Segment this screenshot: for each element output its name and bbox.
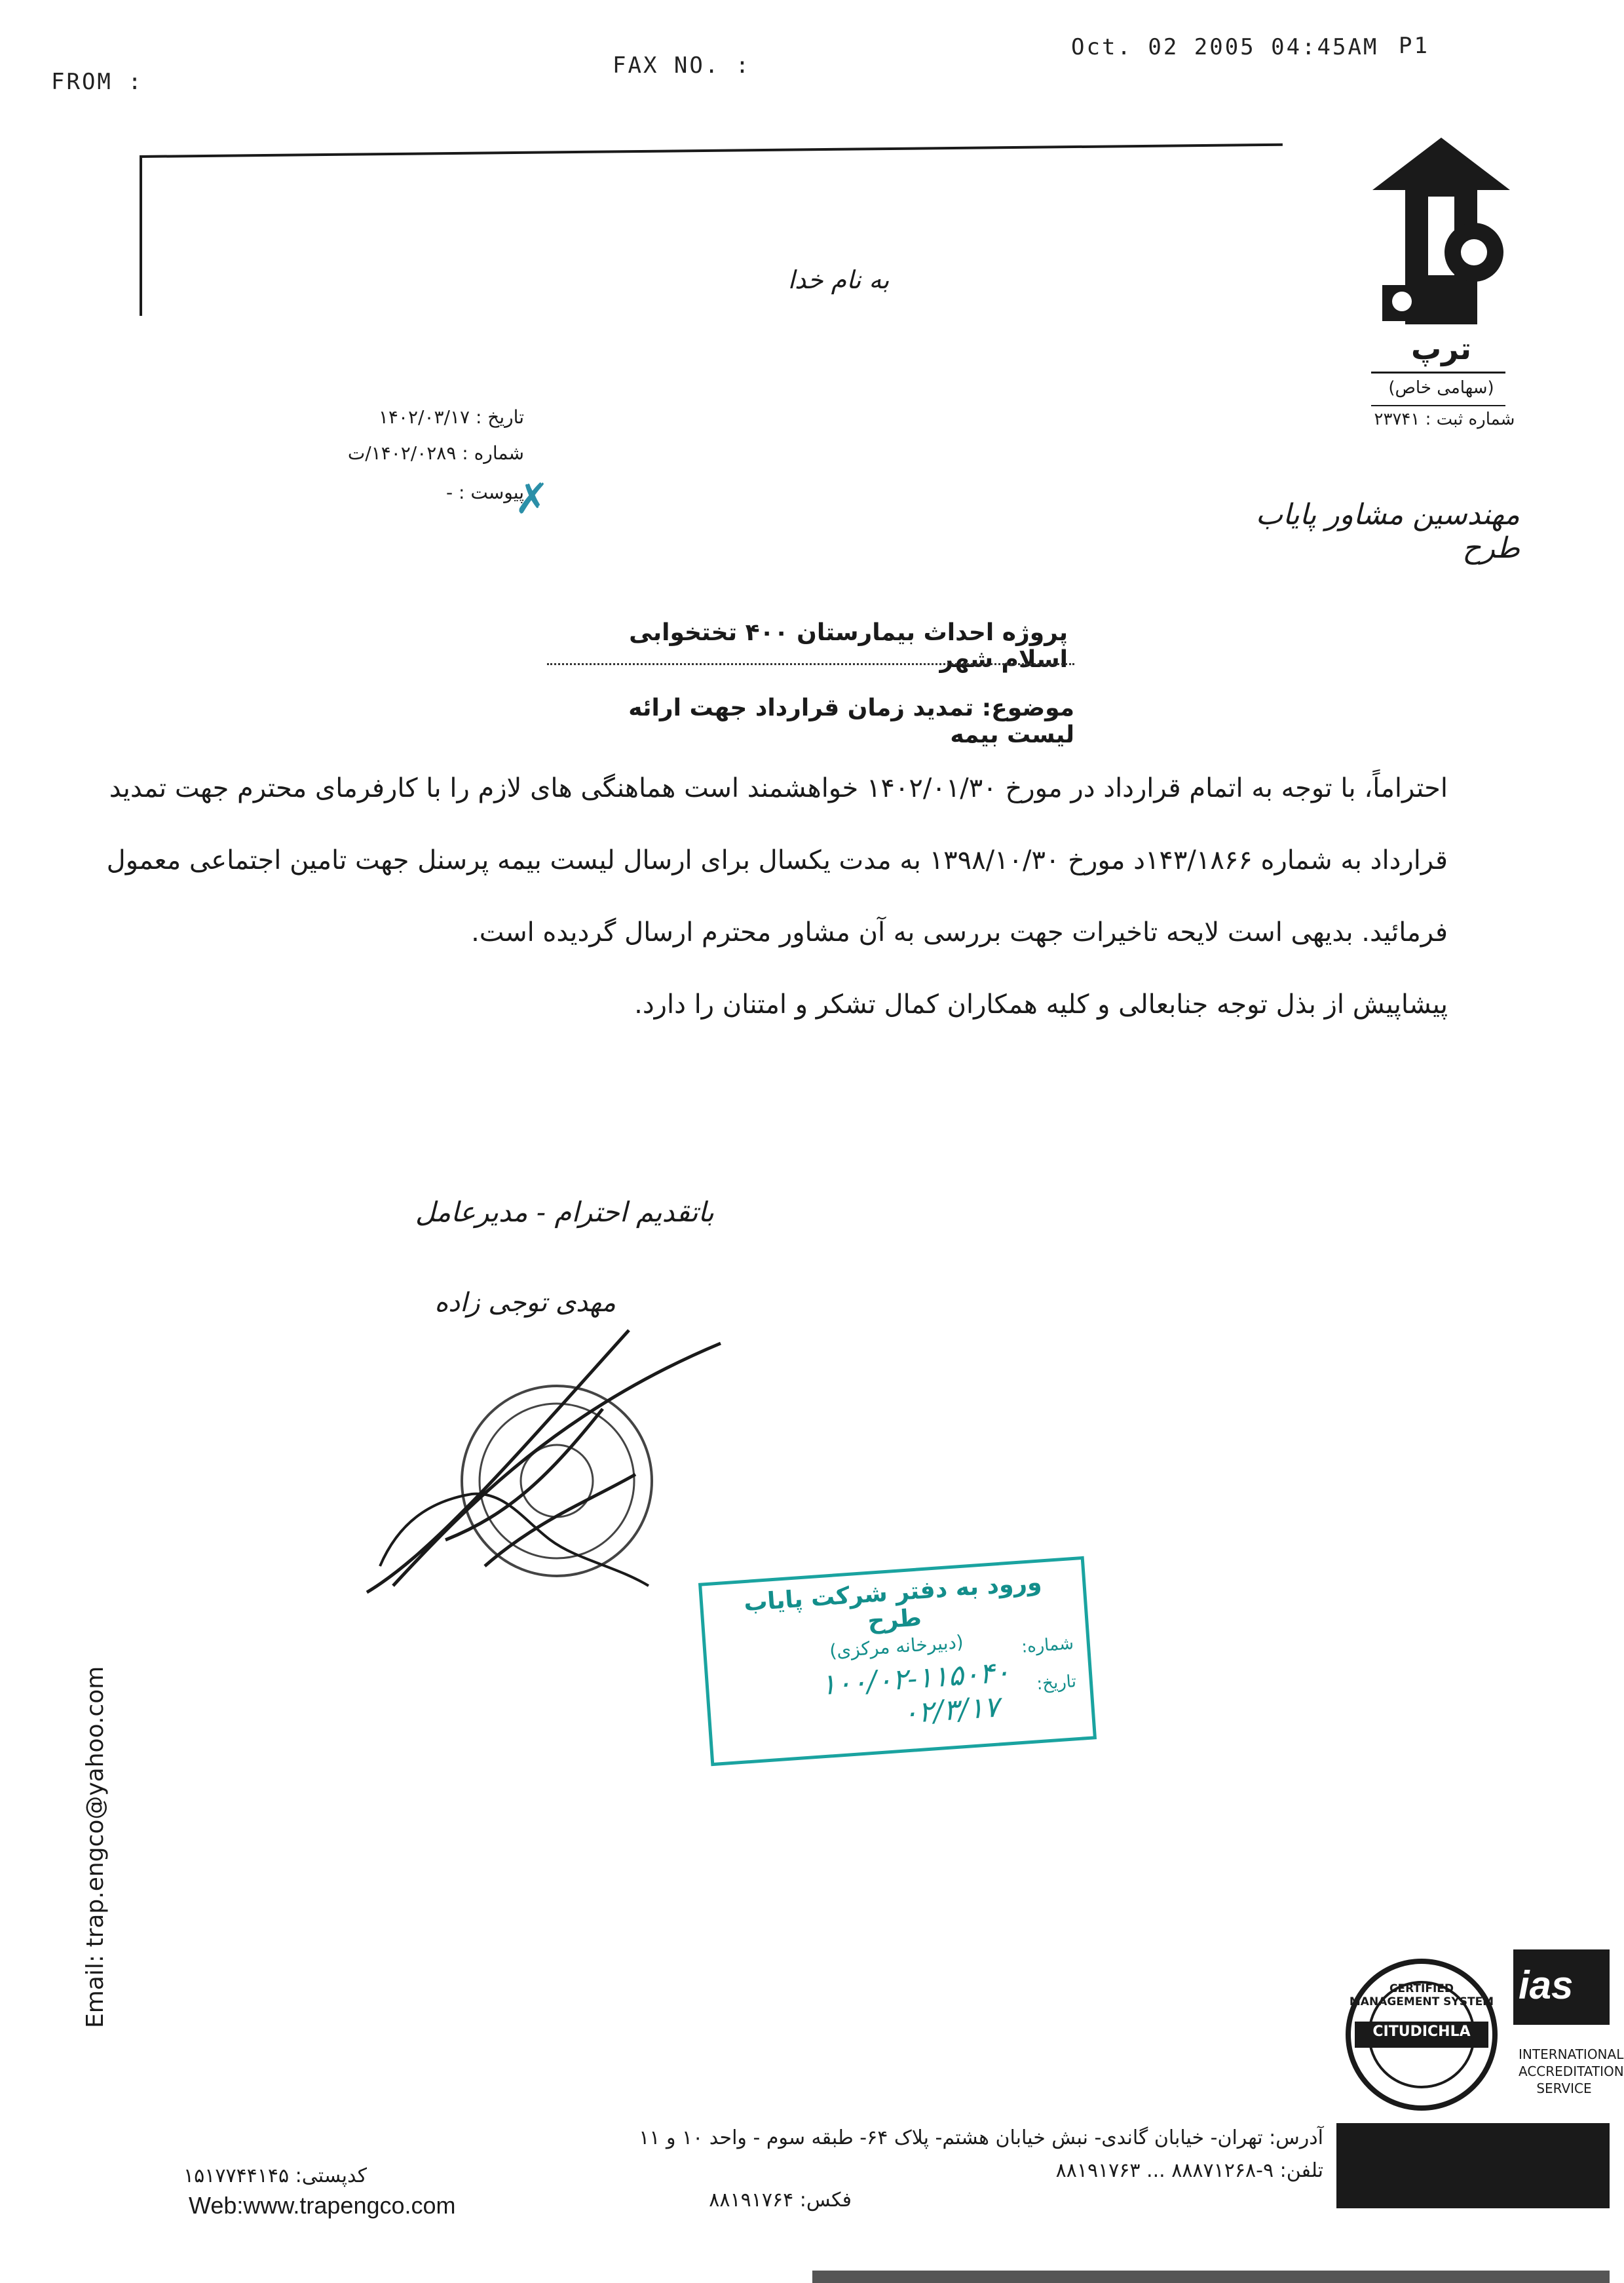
company-logo-icon bbox=[1366, 134, 1517, 331]
stamp-subtitle: (دبیرخانه مرکزی) bbox=[829, 1630, 964, 1662]
signer-name: مهدی توجی زاده bbox=[434, 1288, 616, 1318]
certified-brand: CITUDICHLA bbox=[1372, 2024, 1471, 2040]
footer-phone: تلفن: ۹-۸۸۸۷۱۲۶۸ ... ۸۸۱۹۱۷۶۳ bbox=[1055, 2159, 1323, 2182]
footer-address: آدرس: تهران- خیابان گاندی- نبش خیابان هشتم- پلاک ۶۴- طبقه سوم - واحد ۱۰ و ۱۱ bbox=[639, 2126, 1323, 2149]
stamp-date-value: ۰۲/۳/۱۷ bbox=[901, 1690, 1001, 1731]
registration-number: شماره ثبت : ۲۳۷۴۱ bbox=[1374, 410, 1515, 429]
stamp-number-value: ۱۰۰/۰۲-۱۱۵۰۴۰ bbox=[819, 1655, 1011, 1702]
fax-from-label: FROM : bbox=[51, 69, 143, 95]
letter-number: شماره : ۱۴۰۲/۰۲۸۹/ت bbox=[347, 442, 524, 464]
fax-number-label: FAX NO. : bbox=[613, 52, 751, 79]
page-bottom-artifact bbox=[812, 2271, 1610, 2283]
logo-wordmark: ترپ bbox=[1410, 331, 1472, 366]
subject: موضوع: تمدید زمان قرارداد جهت ارائه لیست بیمه bbox=[628, 695, 1074, 748]
logo-underline bbox=[1371, 372, 1505, 374]
fax-page-number: P1 bbox=[1399, 33, 1429, 59]
footer-black-bar bbox=[1336, 2123, 1610, 2208]
stamp-title: ورود به دفتر شرکت پایاب طرح bbox=[742, 1569, 1043, 1635]
invocation: به نام خدا bbox=[787, 265, 890, 294]
attachment-check-mark-icon: ✗ bbox=[514, 475, 550, 524]
stamp-number-label: شماره: bbox=[1021, 1634, 1074, 1657]
body-line-3: فرمائید. بدیهی است لایحه تاخیرات جهت بررسی به آن مشاور محترم ارسال گردیده است. bbox=[471, 917, 1448, 948]
footer-website: Web:www.trapengco.com bbox=[189, 2192, 456, 2219]
letter-date: تاریخ : ۱۴۰۲/۰۳/۱۷ bbox=[378, 406, 524, 428]
ias-text: INTERNATIONAL ACCREDITATION SERVICE bbox=[1519, 2046, 1624, 2096]
company-type: (سهامی خاص) bbox=[1388, 378, 1494, 398]
header-frame-top-line bbox=[140, 144, 1283, 158]
company-logo bbox=[1366, 134, 1517, 475]
closing-regards: باتقدیم احترام - مدیرعامل bbox=[415, 1196, 714, 1228]
recipient: مهندسین مشاور پایاب طرح bbox=[1255, 498, 1520, 565]
footer-postal-code: کدپستی: ۱۵۱۷۷۴۴۱۴۵ bbox=[183, 2164, 367, 2187]
received-stamp bbox=[698, 1556, 1097, 1766]
header-frame-left-line bbox=[140, 155, 142, 316]
footer-email: Email: trap.engco@yahoo.com bbox=[82, 1666, 109, 2028]
body-line-2: قرارداد به شماره ۱۴۳/۱۸۶۶د مورخ ۱۳۹۸/۱۰/۳۰ به مدت یکسال برای ارسال لیست بیمه پرسنل جهت تامین اجتماعی معمول bbox=[106, 845, 1448, 875]
stamp-date-label: تاریخ: bbox=[1036, 1672, 1077, 1695]
letter-attachment: پیوست : - bbox=[446, 482, 524, 503]
company-seal-and-signature bbox=[354, 1304, 760, 1619]
title-divider bbox=[547, 663, 1074, 665]
project-title: پروژه احداث بیمارستان ۴۰۰ تختخوابی اسلام شهر bbox=[629, 619, 1068, 673]
ias-logo: ias bbox=[1519, 1963, 1574, 2007]
certified-badge-text: CERTIFIED MANAGEMENT SYSTEM bbox=[1349, 1982, 1494, 2008]
footer-fax: فکس: ۸۸۱۹۱۷۶۴ bbox=[709, 2189, 852, 2212]
body-line-1: احتراماً، با توجه به اتمام قرارداد در مورخ ۱۴۰۲/۰۱/۳۰ خواهشمند است هماهنگی های لازم را با کارفرمای محترم جهت تمدید bbox=[109, 773, 1448, 803]
fax-datetime: Oct. 02 2005 04:45AM bbox=[1071, 34, 1379, 60]
body-line-4: پیشاپیش از بذل توجه جنابعالی و کلیه همکاران کمال تشکر و امتنان را دارد. bbox=[634, 989, 1448, 1020]
logo-underline-2 bbox=[1371, 405, 1505, 406]
